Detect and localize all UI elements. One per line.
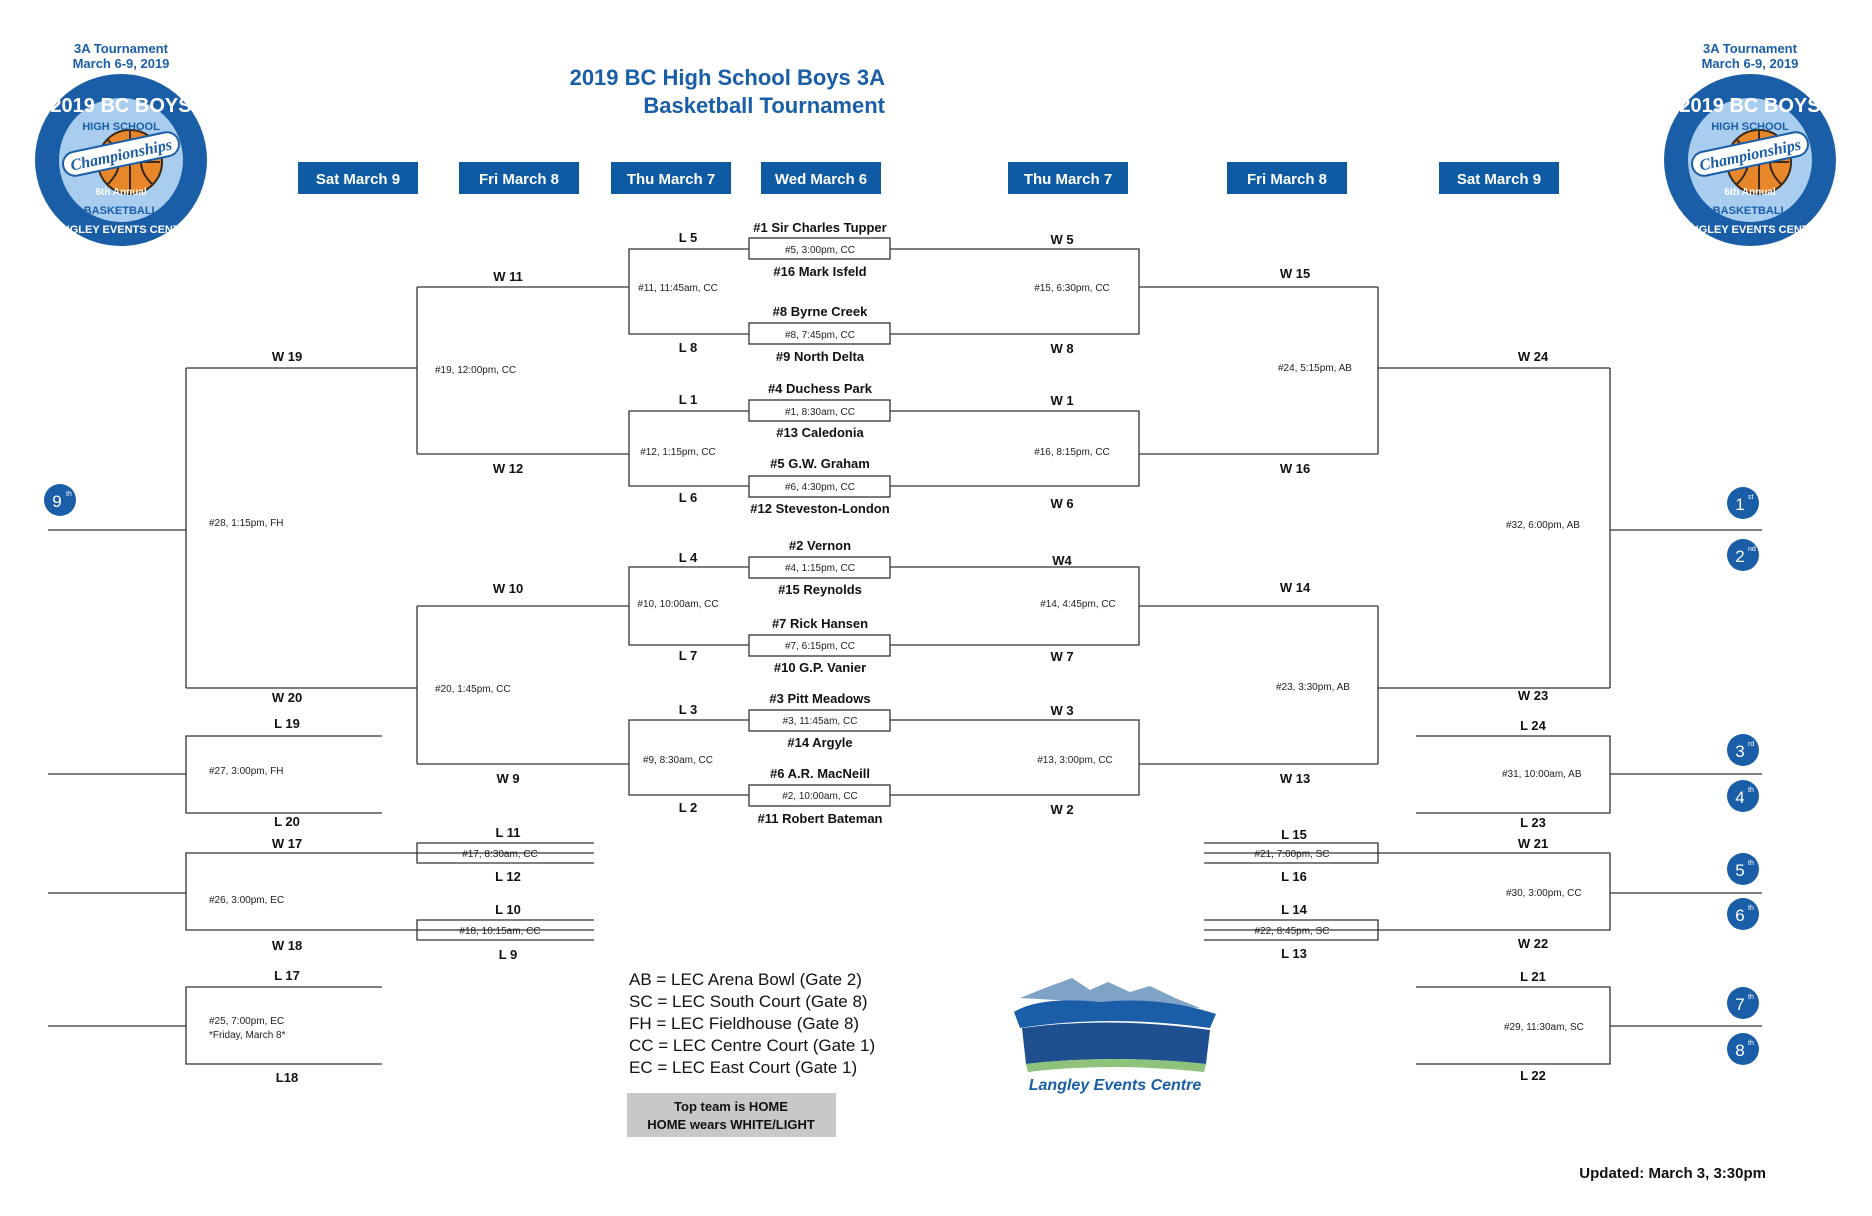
home-note-line2: HOME wears WHITE/LIGHT [647,1117,815,1132]
game-info: #12, 1:15pm, CC [640,447,716,458]
place-suffix: th [1748,1040,1754,1047]
logo-banner-text: Championships [1698,136,1803,175]
first-round [750,220,889,826]
game-info: #16, 8:15pm, CC [1034,447,1110,458]
winner-label: W 13 [1279,771,1311,786]
legend-item: CC = LEC Centre Court (Gate 1) [629,1036,876,1055]
winner-label: W 20 [271,690,303,705]
team-name: #3 Pitt Meadows [769,691,871,706]
team-name: #16 Mark Isfeld [773,264,867,279]
logo-ring-inner-text: HIGH SCHOOL [82,121,160,133]
loser-label: L 13 [1281,946,1307,961]
game-info: #4, 1:15pm, CC [784,563,856,574]
logo-annual-text: 6th Annual [95,187,147,198]
loser-label: L 5 [678,230,698,245]
winner-label: W 18 [271,938,303,953]
home-team-note [627,1093,836,1137]
game-info: #15, 6:30pm, CC [1034,283,1110,294]
game-info: #1, 8:30am, CC [784,407,856,418]
loser-label: L 4 [678,550,698,565]
logo-venue-text: LANGLEY EVENTS CENTRE [47,224,195,236]
winner-label: W 10 [492,581,524,596]
loser-label: L18 [275,1070,299,1085]
logo-dates-text: March 6-9, 2019 [72,56,170,71]
place-7-badge [1727,987,1759,1019]
place-suffix: th [1748,860,1754,867]
place-5-badge [1727,853,1759,885]
team-name: #14 Argyle [787,735,853,750]
winner-label: W 5 [1050,232,1074,247]
game-info: #2, 10:00am, CC [782,791,858,802]
game-info: #17, 8:30am, CC [462,849,538,860]
game-info: #20, 1:45pm, CC [435,684,511,695]
loser-label: L 3 [678,702,698,717]
first-round-winner-labels [1050,232,1073,817]
team-name: #6 A.R. MacNeill [770,766,870,781]
team-name: #15 Reynolds [778,582,862,597]
game-info: #26, 3:00pm, EC [209,895,285,906]
logo-tournament-text: 3A Tournament [1703,41,1797,56]
logo-right [1664,41,1836,246]
winner-label: W 23 [1517,688,1549,703]
place-number: 1 [1735,495,1745,514]
game-info: #9, 8:30am, CC [642,755,714,766]
game-info: #11, 11:45am, CC [638,283,718,294]
loser-label: L 10 [495,902,521,917]
loser-label: L 14 [1281,902,1307,917]
day-header: Fri March 8 [1246,171,1328,188]
loser-label: L 24 [1520,718,1546,733]
loser-label: L 7 [678,648,698,663]
game-info: #13, 3:00pm, CC [1037,755,1113,766]
team-name: #12 Steveston-London [750,501,890,516]
logo-venue-text: LANGLEY EVENTS CENTRE [1676,224,1824,236]
loser-label: L 8 [678,340,698,355]
place-2-badge [1727,539,1759,571]
loser-label: L 16 [1281,869,1307,884]
game-info: #32, 6:00pm, AB [1506,520,1580,531]
team-name: #9 North Delta [775,349,865,364]
loser-label: L 21 [1520,969,1546,984]
game-info: #8, 7:45pm, CC [784,330,856,341]
winner-label: W 22 [1517,936,1549,951]
left-bracket [209,269,719,1085]
logo-ring-top-text: 2019 BC BOYS [50,95,192,117]
place-suffix: th [1748,905,1754,912]
place-number: 9 [52,492,62,511]
place-number: 5 [1735,861,1745,880]
page-title: 2019 BC High School Boys 3A [569,65,885,90]
game-info: #24, 5:15pm, AB [1278,363,1352,374]
day-header: Sat March 9 [315,171,401,188]
team-name: #7 Rick Hansen [771,616,869,631]
game-info: #28, 1:15pm, FH [209,518,284,529]
game-info: #6, 4:30pm, CC [784,482,856,493]
logo-basketball-text: BASKETBALL [1712,205,1788,217]
team-name: #13 Caledonia [776,425,864,440]
game-info: #22, 8:45pm, SC [1254,926,1330,937]
game-info: #31, 10:00am, AB [1502,769,1582,780]
winner-label: W 19 [271,349,303,364]
logo-ring-top-text: 2019 BC BOYS [1679,95,1821,117]
day-header: Thu March 7 [626,171,716,188]
loser-label: L 11 [495,825,521,840]
legend-item: EC = LEC East Court (Gate 1) [629,1058,858,1077]
home-note-line1: Top team is HOME [674,1099,788,1114]
team-name: #4 Duchess Park [767,381,873,396]
day-header: Fri March 8 [478,171,560,188]
place-9-badge [44,484,76,516]
place-8-badge [1727,1033,1759,1065]
loser-label: L 12 [495,869,521,884]
venue-logo-text: Langley Events Centre [1028,1077,1202,1094]
day-headers [298,162,1559,194]
place-suffix: rd [1748,741,1755,748]
loser-label: L 2 [678,800,698,815]
winner-label: W 7 [1050,649,1074,664]
winner-label: W 17 [271,836,303,851]
place-4-badge [1727,780,1759,812]
place-number: 4 [1735,788,1745,807]
logo-banner-text: Championships [69,136,174,175]
game-info: #10, 10:00am, CC [637,599,719,610]
place-3-badge [1727,734,1759,766]
place-number: 2 [1735,547,1745,566]
game-info: #19, 12:00pm, CC [435,365,517,376]
venue-logo [1014,978,1216,1094]
place-1-badge [1727,487,1759,519]
logo-tournament-text: 3A Tournament [74,41,168,56]
winner-label: W 21 [1517,836,1549,851]
winner-label: W 14 [1279,580,1311,595]
team-name: #1 Sir Charles Tupper [753,220,887,235]
winner-label: W 16 [1279,461,1311,476]
team-name: #10 G.P. Vanier [773,660,867,675]
first-round-loser-labels [679,230,698,815]
winner-label: W 6 [1050,496,1074,511]
winner-label: W 2 [1050,802,1074,817]
legend-item: AB = LEC Arena Bowl (Gate 2) [629,970,862,989]
game-info: #3, 11:45am, CC [782,716,858,727]
logo-annual-text: 6th Annual [1724,187,1776,198]
team-name: #11 Robert Bateman [757,811,883,826]
logo-basketball-text: BASKETBALL [83,205,159,217]
game-info: #25, 7:00pm, EC [209,1016,285,1027]
game-info: #27, 3:00pm, FH [209,766,284,777]
court-legend [629,970,875,1077]
winner-label: W 1 [1050,393,1074,408]
game-info: #30, 3:00pm, CC [1506,888,1582,899]
loser-label: L 1 [678,392,698,407]
place-suffix: st [1748,494,1754,501]
place-number: 7 [1735,995,1745,1014]
game-info: #29, 11:30am, SC [1504,1022,1584,1033]
winner-label: W 8 [1050,341,1074,356]
loser-label: L 15 [1281,827,1307,842]
winner-label: W 3 [1050,703,1074,718]
place-suffix: nd [1748,546,1756,553]
loser-label: L 6 [678,490,698,505]
winner-label: W4 [1052,553,1072,568]
place-number: 8 [1735,1041,1745,1060]
day-header: Sat March 9 [1456,171,1542,188]
logo-ring-inner-text: HIGH SCHOOL [1711,121,1789,133]
game-info: #7, 6:15pm, CC [784,641,856,652]
page-subtitle: Basketball Tournament [643,93,885,118]
place-number: 3 [1735,742,1745,761]
day-header: Wed March 6 [774,171,868,188]
winner-label: W 11 [493,269,523,284]
legend-item: SC = LEC South Court (Gate 8) [629,992,868,1011]
place-suffix: th [1748,994,1754,1001]
place-6-badge [1727,898,1759,930]
place-suffix: th [1748,787,1754,794]
team-name: #8 Byrne Creek [772,304,868,319]
loser-label: L 23 [1520,815,1546,830]
game-info: #14, 4:45pm, CC [1040,599,1116,610]
legend-item: FH = LEC Fieldhouse (Gate 8) [629,1014,860,1033]
loser-label: L 22 [1520,1068,1546,1083]
winner-label: W 12 [492,461,524,476]
game-info: #5, 3:00pm, CC [784,245,856,256]
winner-label: W 24 [1517,349,1549,364]
winner-label: W 9 [496,771,520,786]
logo-left [35,41,207,246]
team-name: #2 Vernon [788,538,852,553]
game-note: *Friday, March 8* [209,1030,286,1041]
winner-label: W 15 [1279,266,1311,281]
place-suffix: th [66,491,72,498]
place-number: 6 [1735,906,1745,925]
game-info: #21, 7:00pm, SC [1254,849,1330,860]
loser-label: L 19 [274,716,300,731]
loser-label: L 17 [274,968,300,983]
game-info: #23, 3:30pm, AB [1276,682,1350,693]
game-info: #18, 10:15am, CC [459,926,541,937]
right-bracket [1034,266,1584,1083]
loser-label: L 9 [498,947,518,962]
logo-dates-text: March 6-9, 2019 [1701,56,1799,71]
team-name: #5 G.W. Graham [770,456,870,471]
loser-label: L 20 [274,814,300,829]
updated-timestamp: Updated: March 3, 3:30pm [1579,1165,1766,1182]
bracket-lines [48,238,1762,1064]
day-header: Thu March 7 [1023,171,1113,188]
